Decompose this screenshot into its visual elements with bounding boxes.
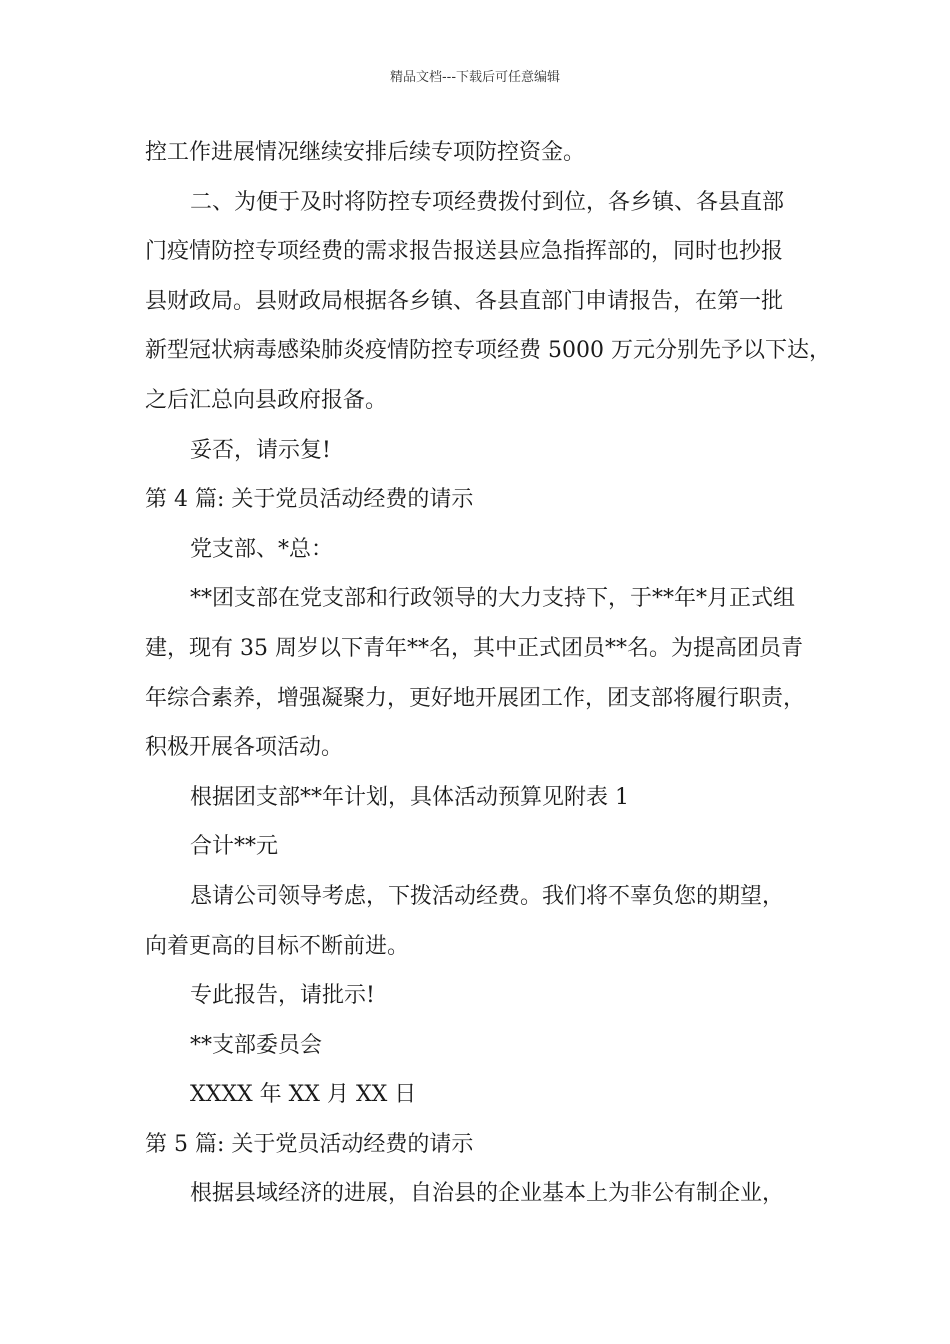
text-line: 合计**元 — [190, 834, 279, 860]
text-line: **团支部在党支部和行政领导的大力支持下，于**年*月正式组 — [190, 586, 796, 612]
text-line: 县财政局。县财政局根据各乡镇、各县直部门申请报告，在第一批 — [145, 288, 784, 314]
text-line: 积极开展各项活动。 — [145, 735, 344, 761]
text-line: 向着更高的目标不断前进。 — [145, 933, 410, 959]
page-header: 精品文档---下载后可任意编辑 — [389, 70, 561, 85]
text-line: 新型冠状病毒感染肺炎疫情防控专项经费 5000 万元分别先予以下达， — [145, 338, 831, 364]
text-line: 之后汇总向县政府报备。 — [145, 387, 388, 413]
text-line: 专此报告，请批示! — [190, 983, 375, 1009]
text-line: 妥否，请示复! — [190, 437, 331, 463]
text-line: 根据团支部**年计划，具体活动预算见附表 1 — [190, 784, 629, 810]
text-line: 门疫情防控专项经费的需求报告报送县应急指挥部的，同时也抄报 — [145, 239, 784, 265]
text-line: 第 4 篇: 关于党员活动经费的请示 — [145, 487, 474, 513]
text-line: 第 5 篇: 关于党员活动经费的请示 — [145, 1131, 474, 1157]
text-line: XXXX 年 XX 月 XX 日 — [190, 1082, 417, 1108]
document-body — [145, 128, 835, 1219]
text-line: 建，现有 35 周岁以下青年**名，其中正式团员**名。为提高团员青 — [145, 635, 803, 661]
text-line: 恳请公司领导考虑，下拨活动经费。我们将不辜负您的期望， — [190, 883, 785, 909]
text-line: 控工作进展情况继续安排后续专项防控资金。 — [145, 140, 586, 165]
text-line: 党支部、*总： — [190, 536, 334, 562]
text-line: 根据县域经济的进展，自治县的企业基本上为非公有制企业， — [190, 1181, 785, 1207]
text-line: 年综合素养，增强凝聚力，更好地开展团工作，团支部将履行职责， — [145, 685, 806, 711]
text-line: **支部委员会 — [190, 1032, 323, 1058]
text-line: 二、为便于及时将防控专项经费拨付到位，各乡镇、各县直部 — [190, 189, 785, 215]
